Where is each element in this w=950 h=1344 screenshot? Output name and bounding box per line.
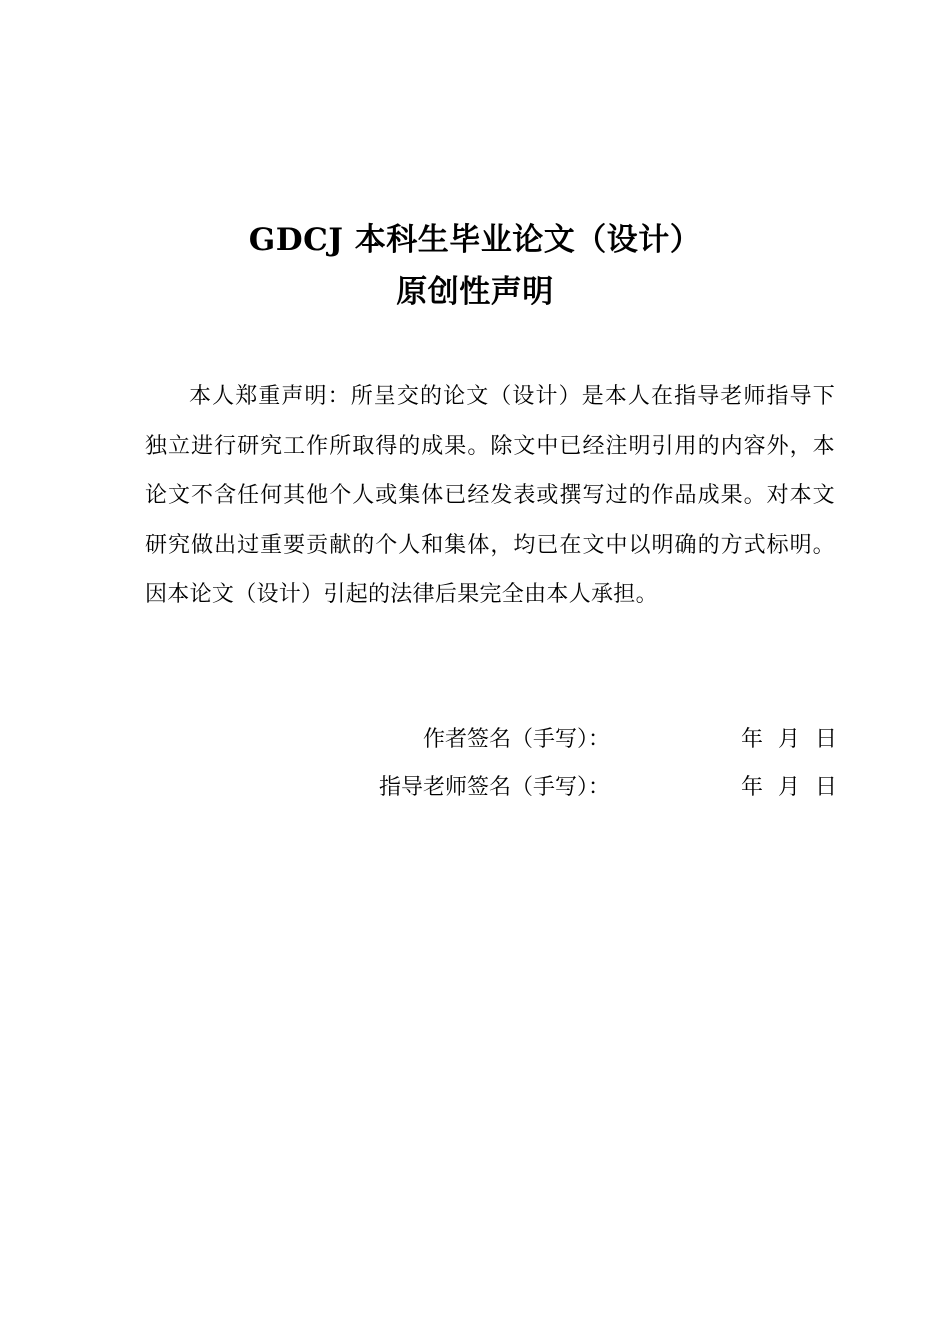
day-label: 日 xyxy=(814,775,837,800)
author-signature-label: 作者签名（手写）： xyxy=(422,727,610,752)
advisor-signature-label: 指导老师签名（手写）： xyxy=(378,775,610,800)
month-label: 月 xyxy=(777,727,800,752)
advisor-signature-row xyxy=(0,768,950,808)
day-label: 日 xyxy=(814,727,837,752)
year-label: 年 xyxy=(741,727,764,752)
page-subtitle: 原创性声明 xyxy=(396,274,554,310)
declaration-statement: 本人郑重声明：所呈交的论文（设计）是本人在指导老师指导下独立进行研究工作所取得的成果。除文中已经注明引用的内容外，本论文不含任何其他个人或集体已经发表或撰写过的作品成果。对本文研究做出过重要贡献的个人和集体，均已在文中以明确的方式标明。因本论文（设计）引起的法律后果完全由本人承担。 xyxy=(145,384,835,607)
page-title: GDCJ 本科生毕业论文（设计） xyxy=(248,222,702,258)
author-signature-row xyxy=(0,720,950,760)
advisor-signature-date xyxy=(741,768,837,808)
month-label: 月 xyxy=(777,775,800,800)
year-label: 年 xyxy=(741,775,764,800)
author-signature-date xyxy=(741,720,837,760)
